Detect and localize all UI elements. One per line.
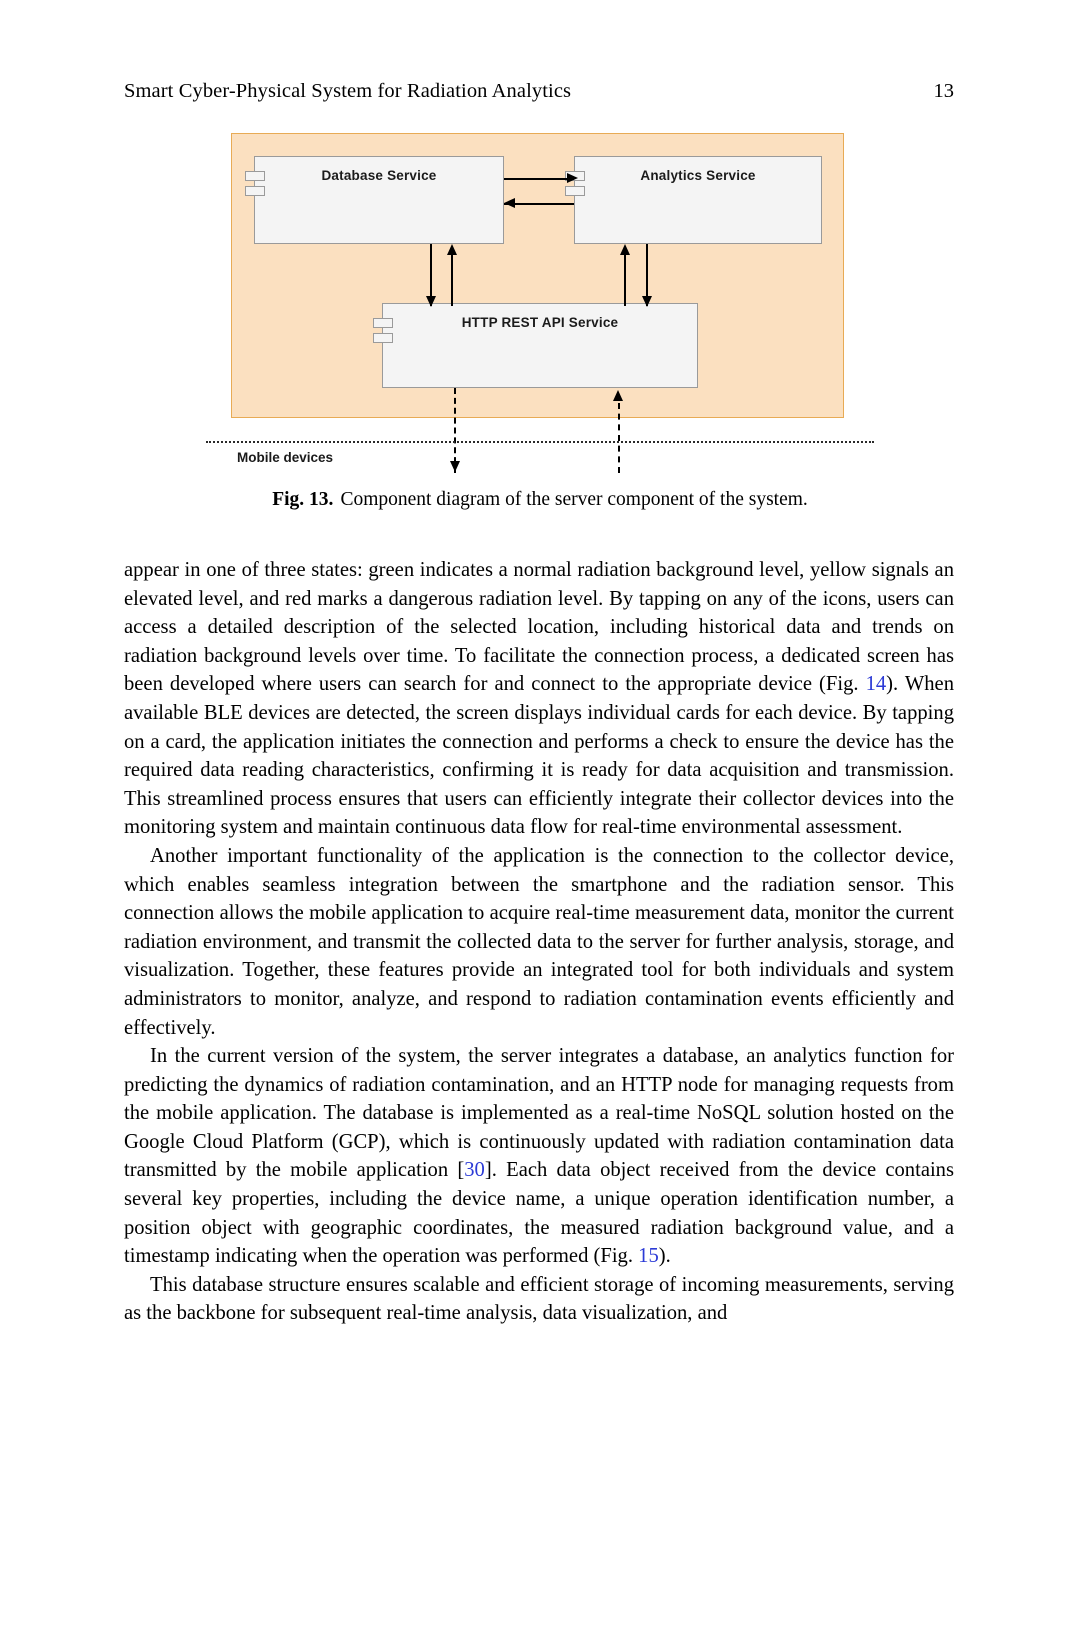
- running-head: [124, 80, 956, 103]
- figure-13: [124, 128, 956, 511]
- paragraph-3-part-b: ]. Each data object received from the device contains several key properties, including the device name, a unique operation identification number, a position object with geographic coordinates, the measured radiation background value, and a timestamp indicating when the operation was performed (Fig.: [124, 1159, 954, 1268]
- component-analytics-service-label: Analytics Service: [640, 168, 756, 183]
- component-database-service-label: Database Service: [321, 168, 437, 183]
- figure-caption-text: Component diagram of the server component of the system.: [340, 489, 808, 510]
- mobile-devices-label: Mobile devices: [237, 450, 334, 465]
- paragraph-3-part-a: In the current version of the system, the server integrates a database, an analytics function for predicting the dynamics of radiation contamination, and an HTTP node for managing requests from the mobile application. The database is implemented as a real-time NoSQL solution hosted on the Google Cloud Platform (GCP), which is continuously updated with radiation contamination data transmitted by the mobile application [: [124, 1045, 954, 1182]
- paragraph-4: This database structure ensures scalable and efficient storage of incoming measurements, serving as the backbone for subsequent real-time analysis, data visualization, and: [124, 1273, 954, 1325]
- arrowhead-up-icon: [447, 244, 457, 255]
- connector-mobile-to-http: [618, 403, 620, 473]
- body-text: [124, 556, 954, 1328]
- mobile-devices-divider: [206, 441, 874, 443]
- arrowhead-up-icon: [620, 244, 630, 255]
- paragraph-1: [124, 556, 954, 842]
- paragraph-3: [124, 1042, 954, 1271]
- arrowhead-right-icon: [567, 173, 578, 183]
- paragraph-2: Another important functionality of the application is the connection to the collector device, which enables seamless integration between the smartphone and the radiation sensor. This connection allows the mobile application to acquire real-time measurement data, monitor the current radiation environment, and transmit the collected data to the server for further analysis, storage, and visualization. Together, these features provide an integrated tool for both individuals and system administrators to monitor, analyze, and respond to radiation contamination events efficiently and effectively.: [124, 844, 954, 1039]
- page-number: 13: [933, 80, 954, 102]
- connector-http-up-to-analytics: [624, 248, 626, 306]
- component-http-rest-api-service-label: HTTP REST API Service: [461, 315, 619, 330]
- connector-http-up-to-db: [451, 248, 453, 306]
- figure-caption-number: Fig. 13.: [272, 489, 334, 510]
- figure-caption: [124, 489, 956, 511]
- figure-reference-14[interactable]: 14: [865, 673, 887, 696]
- paragraph-1-part-b: ). When available BLE devices are detected, the screen displays individual cards for each device. By tapping on a card, the application initiates the connection and performs a check to ensure the device has the required data reading characteristics, confirming it is ready for data acquisition and transmission. This streamlined process ensures that users can efficiently integrate their collector devices into the monitoring system and maintain continuous data flow for real-time environmental assessment.: [124, 673, 954, 839]
- figure-reference-15[interactable]: 15: [638, 1245, 659, 1268]
- citation-reference-30[interactable]: 30: [464, 1159, 485, 1182]
- component-database-service: [254, 156, 504, 244]
- running-head-title: Smart Cyber-Physical System for Radiation Analytics: [124, 80, 572, 102]
- component-analytics-service: [574, 156, 822, 244]
- arrowhead-down-icon: [450, 461, 460, 472]
- arrowhead-down-icon: [642, 296, 652, 307]
- component-http-rest-api-service: [382, 303, 698, 388]
- paragraph-1-part-a: appear in one of three states: green indicates a normal radiation background level, yellow signals an elevated level, and red marks a dangerous radiation level. By tapping on any of the icons, users can access a detailed description of the selected location, including historical data and trends on radiation background levels over time. To facilitate the connection process, a dedicated screen has been developed where users can search for and connect to the appropriate device (Fig.: [124, 559, 954, 696]
- arrowhead-down-icon: [426, 296, 436, 307]
- arrowhead-left-icon: [504, 198, 515, 208]
- component-diagram: [124, 128, 956, 473]
- paragraph-3-part-c: ).: [658, 1245, 671, 1268]
- arrowhead-up-icon: [613, 390, 623, 401]
- connector-db-to-analytics: [504, 178, 574, 180]
